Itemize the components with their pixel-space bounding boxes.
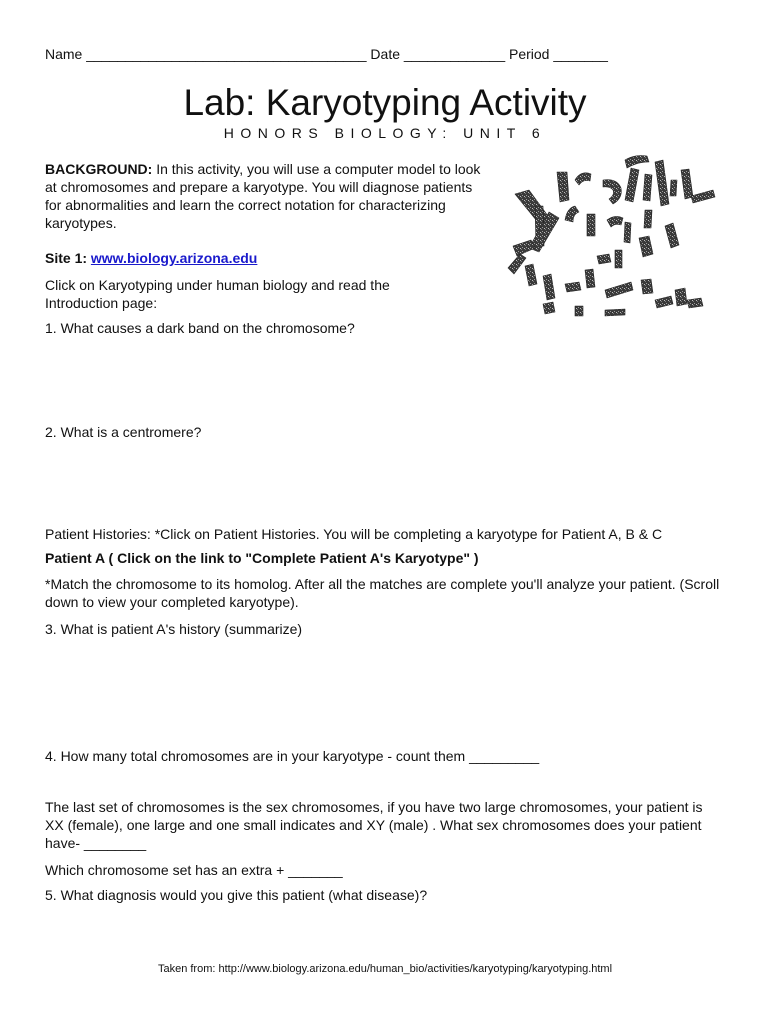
- intro-instructions: Click on Karyotyping under human biology and read the Introduction page:: [45, 277, 390, 311]
- footer-source: Taken from: http://www.biology.arizona.edu/human_bio/activities/karyotyping/karyotyping.html: [157, 963, 613, 975]
- site-1-label: Site 1:: [45, 250, 91, 266]
- name-date-period-line: Name ____________________________________ Date _____________ Period _______: [45, 46, 608, 62]
- question-5: 5. What diagnosis would you give this patient (what disease)?: [45, 887, 428, 903]
- question-3: 3. What is patient A's history (summarize): [45, 621, 303, 637]
- site-1-link[interactable]: www.biology.arizona.edu: [90, 250, 258, 266]
- background-text: In this activity, you will use a computer model to look at chromosomes and prepare a karyotype. You will diagnose patients for abnormalities and learn the correct notation for characterizing karyotypes.: [45, 161, 481, 231]
- question-4: 4. How many total chromosomes are in your karyotype - count them _________: [45, 748, 540, 764]
- patient-a-heading: Patient A ( Click on the link to "Complete Patient A's Karyotype" ): [45, 550, 479, 566]
- match-instructions: *Match the chromosome to its homolog. After all the matches are complete you'll analyze your patient. (Scroll down to view your completed karyotype).: [45, 576, 720, 610]
- chromosome-spread-image: [505, 150, 720, 320]
- site-1-line: [45, 249, 257, 267]
- background-paragraph: [45, 160, 490, 232]
- page-title: Lab: Karyotyping Activity: [183, 82, 587, 123]
- question-1: 1. What causes a dark band on the chromosome?: [45, 320, 355, 336]
- background-label: BACKGROUND:: [45, 161, 153, 177]
- sex-chromosomes-paragraph: The last set of chromosomes is the sex chromosomes, if you have two large chromosomes, your patient is XX (female), one large and one small indicates and XY (male) . What sex chromosomes does your patient have- ________: [45, 799, 703, 851]
- page-subtitle: HONORS BIOLOGY: UNIT 6: [223, 125, 547, 141]
- extra-chromosome-question: Which chromosome set has an extra + _______: [45, 862, 343, 878]
- question-2: 2. What is a centromere?: [45, 424, 202, 440]
- patient-histories-instructions: Patient Histories: *Click on Patient Histories. You will be completing a karyotype for Patient A, B & C: [45, 526, 663, 542]
